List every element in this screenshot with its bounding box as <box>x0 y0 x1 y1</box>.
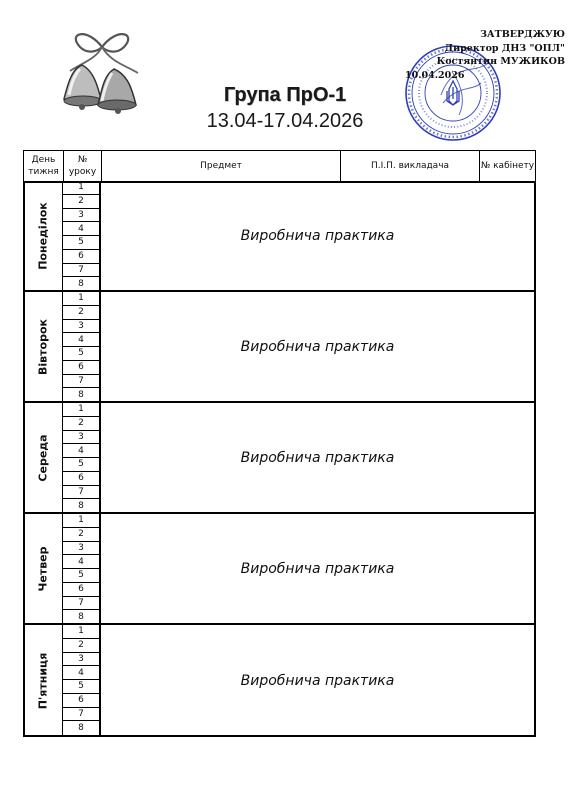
header-day: День тижня <box>23 150 64 182</box>
lesson-number: 5 <box>63 569 99 583</box>
approval-date: 10.04.2026 <box>405 69 465 81</box>
day-row <box>23 403 536 514</box>
subject-cell: Виробнича практика <box>240 227 395 244</box>
lesson-number: 3 <box>63 320 99 334</box>
day-name: П'ятниця <box>36 652 49 709</box>
lesson-number: 8 <box>78 612 84 623</box>
lesson-number: 7 <box>63 486 99 500</box>
approval-signatory: Костянтин МУЖИКОВ <box>436 56 565 67</box>
header-teacher: П.І.П. викладача <box>340 150 480 182</box>
day-row <box>23 514 536 625</box>
lesson-number: 4 <box>63 666 99 680</box>
day-row <box>23 181 536 292</box>
day-name-cell <box>23 292 63 401</box>
lesson-number: 7 <box>63 597 99 611</box>
lesson-number: 2 <box>63 306 99 320</box>
day-name: Вівторок <box>36 318 49 375</box>
lesson-number: 1 <box>63 625 99 639</box>
lesson-number: 8 <box>78 723 84 734</box>
day-row <box>23 292 536 403</box>
lesson-number: 5 <box>63 680 99 694</box>
lesson-number: 6 <box>63 694 99 708</box>
day-name-cell <box>23 625 63 736</box>
lesson-number: 7 <box>63 375 99 389</box>
lesson-number: 6 <box>63 250 99 264</box>
lesson-numbers <box>63 514 101 623</box>
subject-cell: Виробнича практика <box>240 338 395 355</box>
lesson-number: 3 <box>63 431 99 445</box>
day-name: Середа <box>36 433 49 482</box>
lesson-number: 7 <box>63 264 99 278</box>
lesson-number: 1 <box>63 181 99 195</box>
lesson-number: 4 <box>63 222 99 236</box>
lesson-number: 3 <box>63 542 99 556</box>
lesson-numbers <box>63 403 101 512</box>
approval-heading: ЗАТВЕРДЖУЮ <box>480 29 565 40</box>
day-name: Четвер <box>36 545 49 592</box>
day-name-cell <box>23 181 63 290</box>
approval-position: Директор ДНЗ "ОПЛ" <box>444 42 565 54</box>
lesson-number: 8 <box>78 279 84 290</box>
day-name-cell <box>23 403 63 512</box>
lesson-number: 2 <box>63 639 99 653</box>
subject-cell: Виробнича практика <box>240 672 395 689</box>
approval-block <box>405 28 565 82</box>
header-lesson: № уроку <box>63 150 102 182</box>
group-title: Група ПрО-1 <box>223 84 347 106</box>
header-room: № кабінету <box>479 150 536 182</box>
day-row <box>23 625 536 736</box>
day-name-cell <box>23 514 63 623</box>
lesson-number: 3 <box>63 209 99 223</box>
lesson-number: 4 <box>63 444 99 458</box>
subject-cell: Виробнича практика <box>240 560 395 577</box>
lesson-number: 1 <box>63 292 99 306</box>
header-subject: Предмет <box>101 150 341 182</box>
lesson-number: 2 <box>63 417 99 431</box>
lesson-number: 5 <box>63 347 99 361</box>
lesson-number: 6 <box>63 583 99 597</box>
lesson-numbers <box>63 292 101 401</box>
lesson-number: 6 <box>63 361 99 375</box>
lesson-number: 5 <box>63 236 99 250</box>
week-dates: 13.04-17.04.2026 <box>206 110 364 132</box>
day-name: Понеділок <box>36 201 49 270</box>
lesson-number: 6 <box>63 472 99 486</box>
lesson-numbers <box>63 625 101 736</box>
bells-logo-icon <box>52 25 152 115</box>
lesson-number: 5 <box>63 458 99 472</box>
subject-cell: Виробнича практика <box>240 449 395 466</box>
lesson-number: 1 <box>63 403 99 417</box>
lesson-number: 4 <box>63 333 99 347</box>
lesson-number: 8 <box>78 501 84 512</box>
lesson-number: 2 <box>63 195 99 209</box>
lesson-numbers <box>63 181 101 290</box>
lesson-number: 1 <box>63 514 99 528</box>
lesson-number: 7 <box>63 708 99 722</box>
lesson-number: 3 <box>63 653 99 667</box>
lesson-number: 2 <box>63 528 99 542</box>
lesson-number: 8 <box>78 390 84 401</box>
lesson-number: 4 <box>63 555 99 569</box>
